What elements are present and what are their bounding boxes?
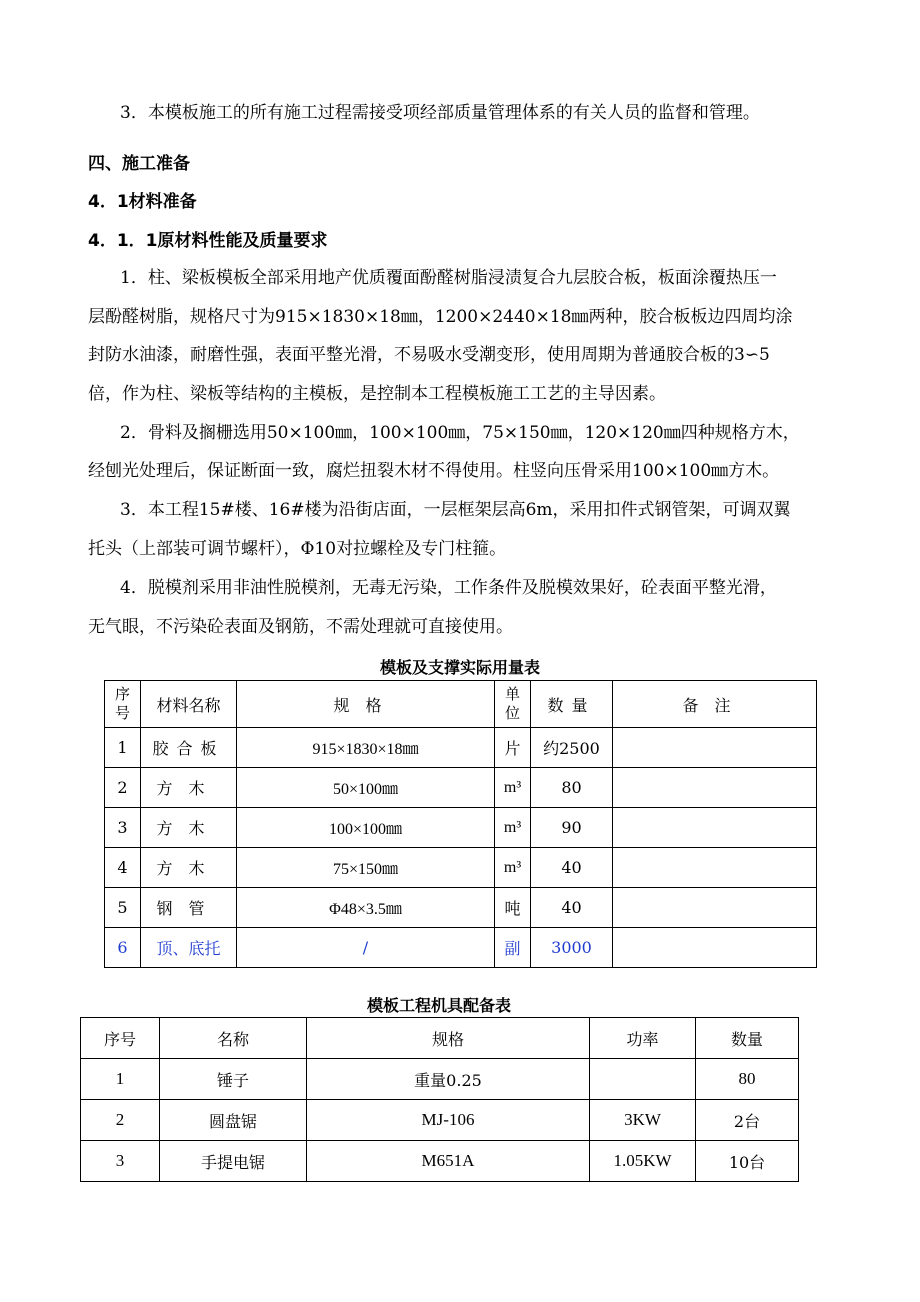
row-quantity: 40 <box>531 848 613 888</box>
item1-line4: 倍，作为柱、梁板等结构的主模板，是控制本工程模板施工工艺的主导因素。 <box>88 384 666 404</box>
header-quantity: 数量 <box>696 1018 799 1059</box>
table-row <box>105 768 817 808</box>
row-name: 锤子 <box>160 1059 307 1100</box>
row-seq: 1 <box>81 1059 160 1100</box>
row-unit: 副 <box>495 928 531 968</box>
subsubsection-heading-raw-materials: 4．1．1原材料性能及质量要求 <box>88 231 328 251</box>
row-unit: m³ <box>495 848 531 888</box>
equipment-table <box>80 1017 799 1182</box>
row-seq: 2 <box>105 768 141 808</box>
row-spec: 重量0.25 <box>307 1059 590 1100</box>
row-name: 圆盘锯 <box>160 1100 307 1141</box>
row-seq: 2 <box>81 1100 160 1141</box>
table-row <box>105 728 817 768</box>
row-seq: 4 <box>105 848 141 888</box>
row-note <box>613 848 817 888</box>
row-seq: 3 <box>81 1141 160 1182</box>
row-quantity: 约2500 <box>531 728 613 768</box>
item1-line1: 1．柱、梁板模板全部采用地产优质覆面酚醛树脂浸渍复合九层胶合板，板面涂覆热压一 <box>120 268 777 288</box>
header-spec: 规格 <box>307 1018 590 1059</box>
header-seq: 序 号 <box>105 681 141 728</box>
row-quantity: 10台 <box>696 1141 799 1182</box>
table-row <box>105 808 817 848</box>
header-power: 功率 <box>590 1018 696 1059</box>
row-quantity: 80 <box>531 768 613 808</box>
header-seq: 序号 <box>81 1018 160 1059</box>
material-usage-table <box>104 680 817 968</box>
item3-line2: 托头（上部装可调节螺杆），Φ10对拉螺栓及专门柱箍。 <box>88 539 507 559</box>
row-note <box>613 728 817 768</box>
item2-line2: 经刨光处理后，保证断面一致，腐烂扭裂木材不得使用。柱竖向压骨采用100×100㎜方木。 <box>88 461 780 481</box>
row-spec: 915×1830×18㎜ <box>237 728 495 768</box>
item1-line2: 层酚醛树脂，规格尺寸为915×1830×18㎜，1200×2440×18㎜两种，胶合板板边四周均涂 <box>88 307 793 327</box>
table-row-highlighted <box>105 928 817 968</box>
table-header-row <box>105 681 817 728</box>
row-unit: 吨 <box>495 888 531 928</box>
subsection-heading-materials: 4．1材料准备 <box>88 192 197 212</box>
row-name: 方木 <box>141 768 237 808</box>
row-note <box>613 808 817 848</box>
row-seq: 5 <box>105 888 141 928</box>
table-row <box>81 1100 799 1141</box>
row-quantity: 80 <box>696 1059 799 1100</box>
header-material-name: 材料名称 <box>141 681 237 728</box>
item1-line3: 封防水油漆，耐磨性强，表面平整光滑，不易吸水受潮变形，使用周期为普通胶合板的3∽5 <box>88 345 770 365</box>
header-note: 备注 <box>613 681 817 728</box>
row-quantity: 40 <box>531 888 613 928</box>
table2-caption: 模板工程机具配备表 <box>366 996 511 1015</box>
row-spec: 75×150㎜ <box>237 848 495 888</box>
row-unit: 片 <box>495 728 531 768</box>
row-seq: 1 <box>105 728 141 768</box>
row-power: 1.05KW <box>590 1141 696 1182</box>
header-quantity: 数量 <box>531 681 613 728</box>
item4-line1: 4．脱模剂采用非油性脱模剂，无毒无污染，工作条件及脱模效果好，砼表面平整光滑， <box>120 578 777 598</box>
table-row <box>81 1141 799 1182</box>
table1-caption: 模板及支撑实际用量表 <box>379 658 540 677</box>
item4-line2: 无气眼，不污染砼表面及钢筋，不需处理就可直接使用。 <box>88 617 513 637</box>
row-power <box>590 1059 696 1100</box>
row-spec: MJ-106 <box>307 1100 590 1141</box>
row-note <box>613 768 817 808</box>
row-spec: M651A <box>307 1141 590 1182</box>
item2-line1: 2．骨料及搁栅选用50×100㎜，100×100㎜，75×150㎜，120×120㎜四种规格方木， <box>120 423 800 443</box>
header-name: 名称 <box>160 1018 307 1059</box>
row-unit: m³ <box>495 768 531 808</box>
table-row <box>105 848 817 888</box>
row-power: 3KW <box>590 1100 696 1141</box>
table-header-row <box>81 1018 799 1059</box>
row-note <box>613 928 817 968</box>
row-spec: 50×100㎜ <box>237 768 495 808</box>
paragraph-3-supervision: 3．本模板施工的所有施工过程需接受项经部质量管理体系的有关人员的监督和管理。 <box>120 103 760 123</box>
row-note <box>613 888 817 928</box>
row-name: 顶、底托 <box>141 928 237 968</box>
row-spec: / <box>237 928 495 968</box>
row-quantity: 2台 <box>696 1100 799 1141</box>
table-row <box>105 888 817 928</box>
row-name: 手提电锯 <box>160 1141 307 1182</box>
row-quantity: 90 <box>531 808 613 848</box>
row-name: 钢管 <box>141 888 237 928</box>
row-spec: Φ48×3.5㎜ <box>237 888 495 928</box>
header-spec: 规格 <box>237 681 495 728</box>
section-heading-construction-prep: 四、施工准备 <box>88 154 190 174</box>
row-quantity: 3000 <box>531 928 613 968</box>
row-name: 方木 <box>141 808 237 848</box>
row-seq: 6 <box>105 928 141 968</box>
row-seq: 3 <box>105 808 141 848</box>
row-name: 胶合板 <box>141 728 237 768</box>
row-name: 方木 <box>141 848 237 888</box>
item3-line1: 3．本工程15#楼、16#楼为沿街店面，一层框架层高6m，采用扣件式钢管架，可调双翼 <box>120 500 791 520</box>
table-row <box>81 1059 799 1100</box>
row-spec: 100×100㎜ <box>237 808 495 848</box>
header-unit: 单 位 <box>495 681 531 728</box>
row-unit: m³ <box>495 808 531 848</box>
